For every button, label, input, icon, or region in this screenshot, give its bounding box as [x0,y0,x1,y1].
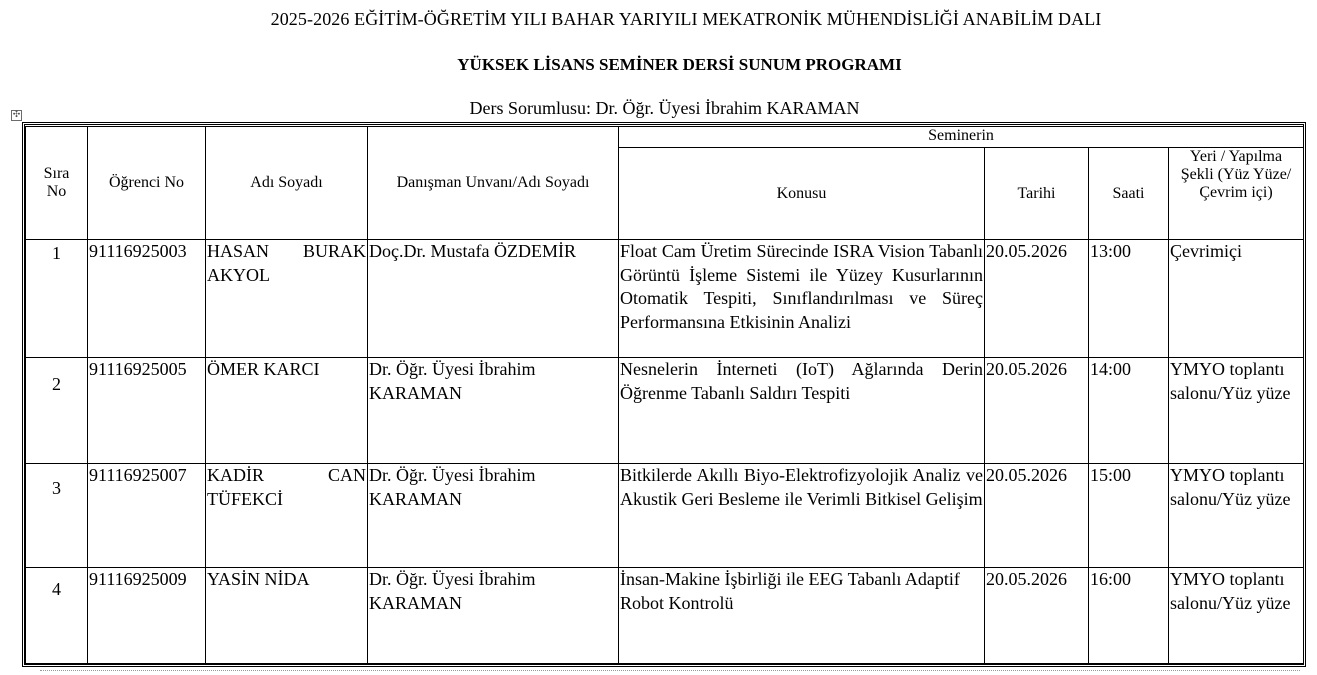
cell-danisman: Dr. Öğr. Üyesi İbrahim KARAMAN [368,464,619,568]
cell-ogrenci-no: 91116925005 [88,358,206,464]
cell-saati: 13:00 [1089,240,1169,358]
cell-adi-soyadi: ÖMER KARCI [206,358,368,464]
table-row [26,358,1304,464]
cell-ogrenci-no: 91116925007 [88,464,206,568]
cell-sira: 2 [26,358,88,464]
cell-saati: 16:00 [1089,568,1169,664]
cell-saati: 15:00 [1089,464,1169,568]
header-tarihi: Tarihi [985,148,1089,240]
seminar-schedule-table [25,126,1304,664]
cell-konusu: İnsan-Makine İşbirliği ile EEG Tabanlı Adaptif Robot Kontrolü [619,568,985,664]
cell-ogrenci-no: 91116925003 [88,240,206,358]
cell-danisman: Dr. Öğr. Üyesi İbrahim KARAMAN [368,568,619,664]
header-saati: Saati [1089,148,1169,240]
cell-konusu: Float Cam Üretim Sürecinde ISRA Vision Tabanlı Görüntü İşleme Sistemi ile Yüzey Kusurlarının Otomatik Tespiti, Sınıflandırılması ve Süreç Performansına Etkisinin Analizi [619,240,985,358]
cell-yeri: YMYO toplantı salonu/Yüz yüze [1169,568,1304,664]
table-row [26,568,1304,664]
cell-yeri: Çevrimiçi [1169,240,1304,358]
cell-yeri: YMYO toplantı salonu/Yüz yüze [1169,464,1304,568]
header-ogrenci-no: Öğrenci No [88,127,206,240]
cell-adi-soyadi: YASİN NİDA [206,568,368,664]
cell-adi-soyadi: KADİR CAN TÜFEKCİ [206,464,368,568]
cell-adi-soyadi: HASAN BURAK AKYOL [206,240,368,358]
table-row [26,464,1304,568]
header-sira-no: Sıra No [26,127,88,240]
header-yeri: Yeri / Yapılma Şekli (Yüz Yüze/ Çevrim içi) [1169,148,1304,240]
header-seminer-group: Seminerin [619,127,1304,148]
header-konusu: Konusu [619,148,985,240]
cell-yeri: YMYO toplantı salonu/Yüz yüze [1169,358,1304,464]
cell-danisman: Dr. Öğr. Üyesi İbrahim KARAMAN [368,358,619,464]
cell-tarihi: 20.05.2026 [985,240,1089,358]
cell-konusu: Nesnelerin İnterneti (IoT) Ağlarında Derin Öğrenme Tabanlı Saldırı Tespiti [619,358,985,464]
cell-saati: 14:00 [1089,358,1169,464]
course-responsible: Ders Sorumlusu: Dr. Öğr. Üyesi İbrahim KARAMAN [469,98,860,118]
table-row [26,240,1304,358]
page-continuation-line [40,670,1300,675]
cell-sira: 3 [26,464,88,568]
cell-danisman: Doç.Dr. Mustafa ÖZDEMİR [368,240,619,358]
cell-tarihi: 20.05.2026 [985,568,1089,664]
move-handle-icon[interactable]: ✣ [12,110,21,120]
document-subtitle: YÜKSEK LİSANS SEMİNER DERSİ SUNUM PROGRAMI [457,55,902,74]
cell-tarihi: 20.05.2026 [985,464,1089,568]
cell-sira: 4 [26,568,88,664]
cell-ogrenci-no: 91116925009 [88,568,206,664]
document-title: 2025-2026 EĞİTİM-ÖĞRETİM YILI BAHAR YARIYILI MEKATRONİK MÜHENDİSLİĞİ ANABİLİM DALI [270,9,1102,29]
header-adi-soyadi: Adı Soyadı [206,127,368,240]
cell-konusu: Bitkilerde Akıllı Biyo-Elektrofizyolojik Analiz ve Akustik Geri Besleme ile Verimli Bitkisel Gelişim [619,464,985,568]
cell-tarihi: 20.05.2026 [985,358,1089,464]
cell-sira: 1 [26,240,88,358]
header-danisman: Danışman Unvanı/Adı Soyadı [368,127,619,240]
